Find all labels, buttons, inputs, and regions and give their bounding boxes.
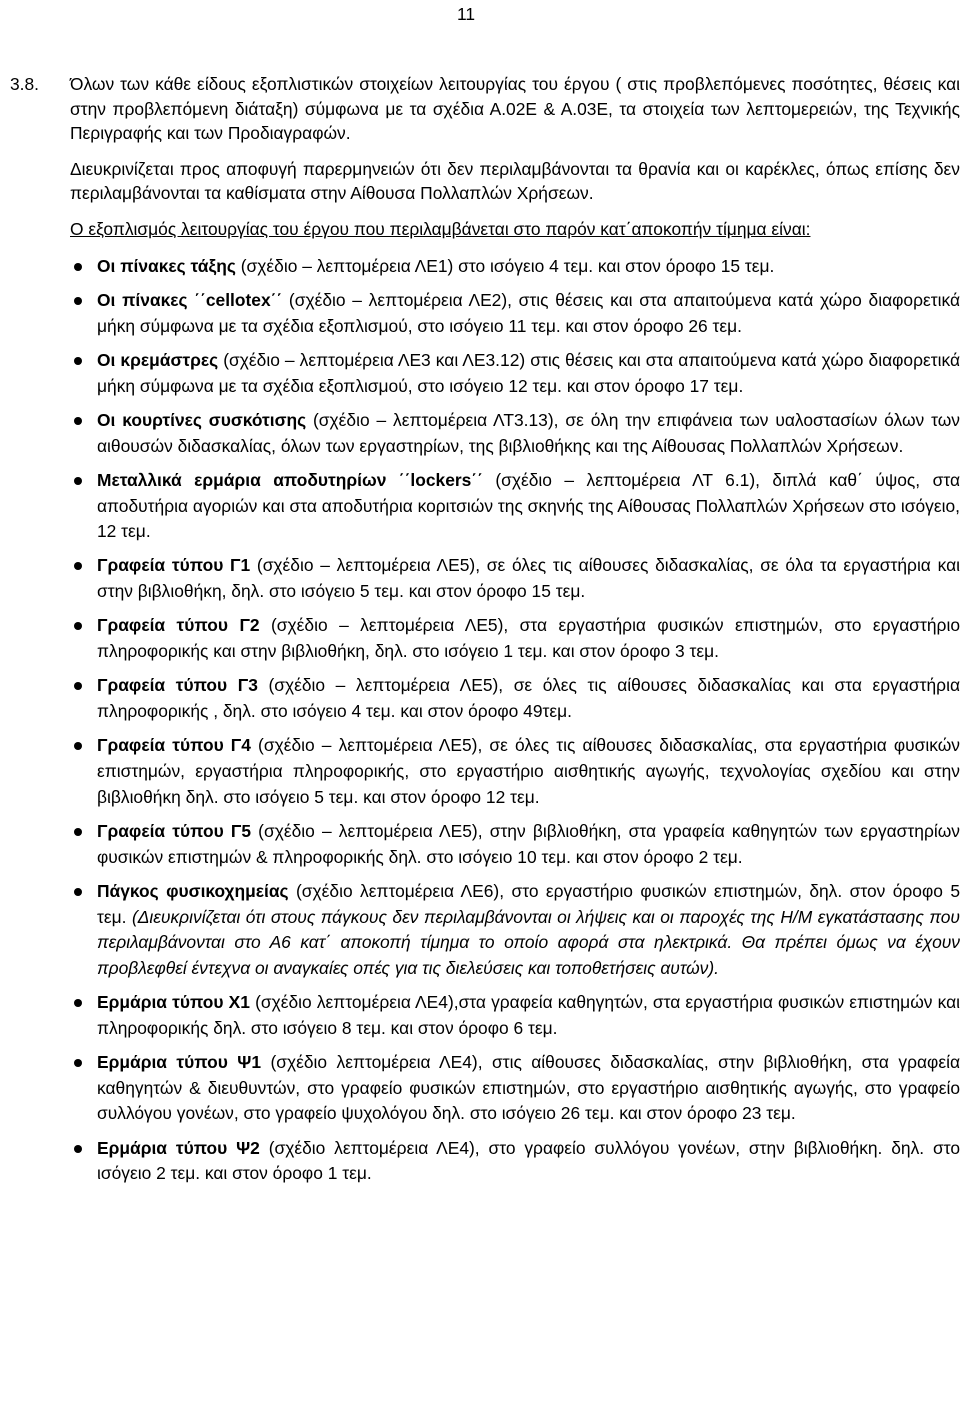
intro-paragraph: Ο εξοπλισμός λειτουργίας του έργου που περιλαμβάνεται στο παρόν κατ΄αποκοπήν τίμημα είναι:	[70, 218, 811, 239]
item-title: Ερμάρια τύπου Χ1	[97, 992, 250, 1013]
item-text: (σχέδιο – λεπτομέρεια ΛΕ1) στο ισόγειο 4 τεμ. και στον όροφο 15 τεμ.	[235, 255, 775, 276]
item-title: Γραφεία τύπου Γ4	[97, 735, 251, 756]
item-title: Οι πίνακες ΄΄cellotex΄΄	[97, 289, 283, 310]
item-title: Γραφεία τύπου Γ3	[97, 675, 258, 696]
bullet-icon	[74, 1059, 82, 1067]
bullet-icon	[74, 622, 82, 630]
list-item	[10, 408, 960, 459]
item-text: (σχέδιο λεπτομέρεια ΛΕ6), στο εργαστήριο φυσικών επιστημών, δηλ. στον όροφο 5 τεμ.	[97, 881, 960, 927]
item-text: (σχέδιο – λεπτομέρεια ΛΕ5), στην βιβλιοθήκη, στα γραφεία καθηγητών των εργαστηρίων φυσικών επιστημών & πληροφορικής δηλ. στο ισόγειο 10 τεμ. και στον όροφο 2 τεμ.	[97, 821, 960, 867]
item-text: (σχέδιο – λεπτομέρεια ΛΕ2), στις θέσεις και στα απαιτούμενα κατά χώρο διαφορετικά μήκη σύμφωνα με τα σχέδια εξοπλισμού, στο ισόγειο 11 τεμ. και στον όροφο 26 τεμ.	[97, 289, 960, 336]
item-note: (Διευκρινίζεται ότι στους πάγκους δεν περιλαμβάνονται οι λήψεις και οι παροχές της Η/Μ εγκατάστασης που περιλαμβάνονται στο Α6 κατ΄ αποκοπή τίμημα το οποίο αφορά στα ηλεκτρικά. Θα πρέπει όμως να έχουν προβλεφθεί έντεχνα οι αναγκαίες οπές για τις διελεύσεις και τοποθετήσεις αυτών).	[97, 906, 960, 978]
equipment-list	[10, 254, 960, 1187]
list-item	[10, 254, 960, 280]
item-text: (σχέδιο – λεπτομέρεια ΛΤ3.13), σε όλη την επιφάνεια των υαλοστασίων όλων των αιθουσών διδασκαλίας, όλων των εργαστηρίων, της βιβλιοθήκης και της Αίθουσας Πολλαπλών Χρήσεων.	[97, 409, 960, 456]
list-item	[10, 673, 960, 724]
item-title: Μεταλλικά ερμάρια αποδυτηρίων ΄΄lockers΄΄	[97, 469, 483, 490]
list-item	[10, 819, 960, 870]
list-item	[10, 288, 960, 339]
bullet-icon	[74, 357, 82, 365]
item-text: (σχέδιο – λεπτομέρεια ΛΕ5), σε όλες τις αίθουσες διδασκαλίας, σε όλα τα εργαστήρια και στην βιβλιοθήκη, δηλ. στο ισόγειο 5 τεμ. και στον όροφο 15 τεμ.	[97, 555, 960, 602]
page-number: 11	[457, 4, 476, 24]
item-text: (σχέδιο – λεπτομέρεια ΛΕ3 και ΛΕ3.12) στις θέσεις και στα απαιτούμενα κατά χώρο διαφορετικά μήκη σύμφωνα με τα σχέδια εξοπλισμού, στο ισόγειο 12 τεμ. και στον όροφο 17 τεμ.	[97, 349, 960, 396]
item-title: Ερμάρια τύπου Ψ1	[97, 1052, 262, 1073]
item-title: Πάγκος φυσικοχημείας	[97, 881, 289, 901]
item-title: Οι κουρτίνες συσκότισης	[97, 409, 307, 430]
item-title: Οι πίνακες τάξης	[97, 255, 236, 276]
bullet-icon	[74, 999, 82, 1007]
item-text: (σχέδιο λεπτομέρεια ΛΕ4), στις αίθουσες διδασκαλίας, στην βιβλιοθήκη, στα γραφεία καθηγητών & διευθυντών, στο γραφείο φυσικών επιστημών, στο εργαστήριο αισθητικής αγωγής, στο γραφείο συλλόγου γονέων, στο γραφείο ψυχολόγου δηλ. στο ισόγειο 26 τεμ. και στον όροφο 23 τεμ.	[97, 1052, 960, 1124]
list-item	[10, 879, 960, 981]
bullet-icon	[74, 742, 82, 750]
list-item	[10, 733, 960, 810]
section-heading-text: Όλων των κάθε είδους εξοπλιστικών στοιχείων λειτουργίας του έργου ( στις προβλεπόμενες ποσότητες, θέσεις και στην προβλεπόμενη διάταξη) σύμφωνα με τα σχέδια Α.02Ε & Α.03Ε, τα στοιχεία των λεπτομερειών, της Τεχνικής Περιγραφής και των Προδιαγραφών.	[70, 74, 960, 144]
item-title: Οι κρεμάστρες	[97, 349, 219, 370]
bullet-icon	[74, 477, 82, 485]
list-item	[10, 553, 960, 604]
section-number: 3.8.	[10, 74, 40, 94]
section-heading	[10, 72, 960, 146]
bullet-icon	[74, 263, 82, 271]
item-title: Ερμάρια τύπου Ψ2	[97, 1137, 260, 1158]
list-item	[10, 990, 960, 1041]
bullet-icon	[74, 297, 82, 305]
item-text: (σχέδιο – λεπτομέρεια ΛΕ5), στα εργαστήρια φυσικών επιστημών, στο εργαστήριο πληροφορικής και στην βιβλιοθήκη, δηλ. στο ισόγειο 1 τεμ. και στον όροφο 3 τεμ.	[97, 615, 960, 662]
section-3-8	[10, 72, 960, 1196]
bullet-icon	[74, 888, 82, 896]
bullet-icon	[74, 682, 82, 690]
list-item	[10, 468, 960, 545]
item-text: (σχέδιο – λεπτομέρεια ΛΕ5), σε όλες τις αίθουσες διδασκαλίας και στα εργαστήρια πληροφορικής , δηλ. στο ισόγειο 4 τεμ. και στον όροφο 49τεμ.	[97, 675, 960, 722]
item-text: (σχέδιο – λεπτομέρεια ΛΕ5), σε όλες τις αίθουσες διδασκαλίας, στα εργαστήρια φυσικών επιστημών, εργαστήρια πληροφορικής, στο εργαστήριο αισθητικής αγωγής, τεχνολογίας σχεδίου και στην βιβλιοθήκη δηλ. στο ισόγειο 5 τεμ. και στον όροφο 12 τεμ.	[97, 735, 960, 807]
bullet-icon	[74, 828, 82, 836]
bullet-icon	[74, 417, 82, 425]
bullet-icon	[74, 1145, 82, 1153]
list-item	[10, 613, 960, 664]
item-title: Γραφεία τύπου Γ5	[97, 821, 252, 842]
item-text: (σχέδιο λεπτομέρεια ΛΕ4), στο γραφείο συλλόγου γονέων, στην βιβλιοθήκη. δηλ. στο ισόγειο 2 τεμ. και στον όροφο 1 τεμ.	[97, 1137, 960, 1184]
list-item	[10, 1050, 960, 1127]
bullet-icon	[74, 562, 82, 570]
item-text: (σχέδιο – λεπτομέρεια ΛΤ 6.1), διπλά καθ΄ ύψος, στα αποδυτήρια αγοριών και στα αποδυτήρια κοριτσιών της σκηνής της Αίθουσας Πολλαπλών Χρήσεων στο ισόγειο, 12 τεμ.	[97, 469, 960, 542]
list-item	[10, 1136, 960, 1187]
list-item	[10, 348, 960, 399]
item-text: (σχέδιο λεπτομέρεια ΛΕ4),στα γραφεία καθηγητών, στα εργαστήρια φυσικών επιστημών και πληροφορικής δηλ. στο ισόγειο 8 τεμ. και στον όροφο 6 τεμ.	[97, 992, 960, 1038]
clarification-paragraph: Διευκρινίζεται προς αποφυγή παρερμηνειών ότι δεν περιλαμβάνονται τα θρανία και οι καρέκλες, όπως επίσης δεν περιλαμβάνονται τα καθίσματα στην Αίθουσα Πολλαπλών Χρήσεων.	[70, 158, 960, 204]
item-title: Γραφεία τύπου Γ2	[97, 615, 260, 636]
item-title: Γραφεία τύπου Γ1	[97, 555, 251, 576]
